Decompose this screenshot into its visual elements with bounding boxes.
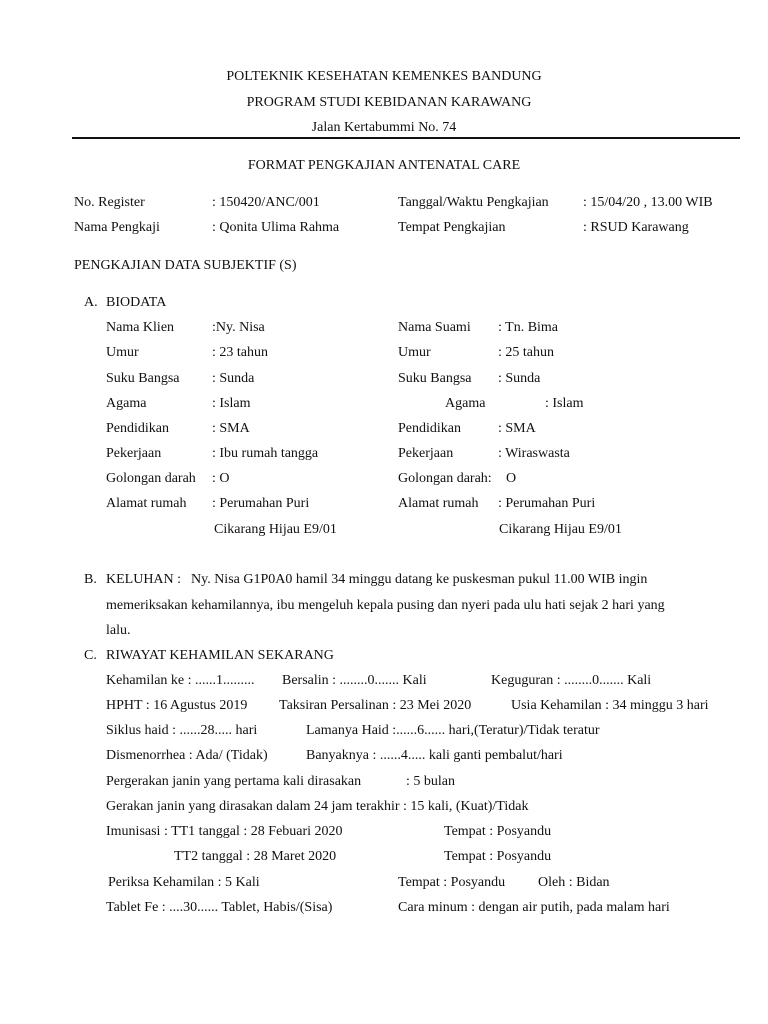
immunization-tt1: Imunisasi : TT1 tanggal : 28 Febuari 2020	[106, 824, 343, 839]
dysmenorrhea: Dismenorrhea : Ada/ (Tidak)	[106, 748, 268, 763]
husband-name-label: Nama Suami	[398, 320, 471, 335]
header-divider	[72, 137, 740, 139]
fe-tablet: Tablet Fe : ....30...... Tablet, Habis/(Sisa)	[106, 900, 333, 915]
complaint-line-1: Ny. Nisa G1P0A0 hamil 34 minggu datang ke puskesman pukul 11.00 WIB ingin	[191, 572, 648, 587]
gestational-age: Usia Kehamilan : 34 minggu 3 hari	[511, 698, 709, 713]
movement-24h: Gerakan janin yang dirasakan dalam 24 jam terakhir : 15 kali, (Kuat)/Tidak	[106, 799, 529, 814]
immunization-tt2: TT2 tanggal : 28 Maret 2020	[174, 849, 337, 864]
biodata-title: BIODATA	[106, 295, 167, 310]
husband-blood-value: O	[506, 471, 517, 486]
complaint-marker: B.	[84, 572, 97, 587]
husband-religion-value: : Islam	[545, 396, 584, 411]
husband-education-label: Pendidikan	[398, 421, 461, 436]
husband-ethnic-value: : Sunda	[498, 371, 541, 386]
husband-religion-label: Agama	[445, 396, 486, 411]
fe-method: Cara minum : dengan air putih, pada malam hari	[398, 900, 670, 915]
client-age-value: : 23 tahun	[212, 345, 268, 360]
complaint-label: KELUHAN :	[106, 572, 182, 587]
client-name-value: :Ny. Nisa	[212, 320, 265, 335]
immunization-tt1-place: Tempat : Posyandu	[444, 824, 552, 839]
examiner-label: Nama Pengkaji	[74, 220, 160, 235]
client-education-label: Pendidikan	[106, 421, 169, 436]
client-ethnic-label: Suku Bangsa	[106, 371, 180, 386]
client-blood-value: : O	[212, 471, 230, 486]
client-blood-label: Golongan darah	[106, 471, 196, 486]
client-religion-label: Agama	[106, 396, 147, 411]
miscarriages: Keguguran : ........0....... Kali	[491, 673, 652, 688]
place-value: : RSUD Karawang	[583, 220, 689, 235]
examiner-value: : Qonita Ulima Rahma	[212, 220, 340, 235]
first-movement: Pergerakan janin yang pertama kali dirasakan	[106, 774, 362, 789]
husband-address-value: : Perumahan Puri	[498, 496, 596, 511]
husband-job-label: Pekerjaan	[398, 446, 454, 461]
complaint-line-3: lalu.	[106, 623, 131, 638]
client-job-value: : Ibu rumah tangga	[212, 446, 319, 461]
client-job-label: Pekerjaan	[106, 446, 162, 461]
register-label: No. Register	[74, 195, 145, 210]
history-marker: C.	[84, 648, 97, 663]
biodata-marker: A.	[84, 295, 98, 310]
register-value: : 150420/ANC/001	[212, 195, 320, 210]
first-movement-value: : 5 bulan	[406, 774, 455, 789]
client-name-label: Nama Klien	[106, 320, 175, 335]
checkup-by: Oleh : Bidan	[538, 875, 610, 890]
due-date: Taksiran Persalinan : 23 Mei 2020	[279, 698, 472, 713]
husband-blood-label: Golongan darah:	[398, 471, 492, 486]
client-ethnic-value: : Sunda	[212, 371, 255, 386]
history-title: RIWAYAT KEHAMILAN SEKARANG	[106, 648, 334, 663]
client-address-line2: Cikarang Hijau E9/01	[214, 522, 337, 537]
section-title: PENGKAJIAN DATA SUBJEKTIF (S)	[74, 258, 297, 273]
pregnancy-count: Kehamilan ke : ......1.........	[106, 673, 255, 688]
institution-name: POLTEKNIK KESEHATAN KEMENKES BANDUNG	[226, 69, 542, 84]
husband-ethnic-label: Suku Bangsa	[398, 371, 472, 386]
husband-age-value: : 25 tahun	[498, 345, 554, 360]
husband-name-value: : Tn. Bima	[498, 320, 559, 335]
menstrual-cycle: Siklus haid : ......28..... hari	[106, 723, 258, 738]
husband-age-label: Umur	[398, 345, 431, 360]
hpht: HPHT : 16 Agustus 2019	[106, 698, 248, 713]
place-label: Tempat Pengkajian	[398, 220, 506, 235]
client-address-label: Alamat rumah	[106, 496, 187, 511]
births: Bersalin : ........0....... Kali	[282, 673, 427, 688]
client-address-value: : Perumahan Puri	[212, 496, 310, 511]
client-religion-value: : Islam	[212, 396, 251, 411]
date-value: : 15/04/20 , 13.00 WIB	[583, 195, 713, 210]
husband-job-value: : Wiraswasta	[498, 446, 570, 461]
client-education-value: : SMA	[212, 421, 250, 436]
menstrual-amount: Banyaknya : ......4..... kali ganti pembalut/hari	[306, 748, 563, 763]
checkup-place: Tempat : Posyandu	[398, 875, 506, 890]
date-label: Tanggal/Waktu Pengkajian	[398, 195, 549, 210]
checkup-count: Periksa Kehamilan : 5 Kali	[108, 875, 260, 890]
form-title: FORMAT PENGKAJIAN ANTENATAL CARE	[247, 158, 521, 173]
husband-address-label: Alamat rumah	[398, 496, 479, 511]
institution-address: Jalan Kertabummi No. 74	[311, 120, 457, 135]
client-age-label: Umur	[106, 345, 139, 360]
complaint-line-2: memeriksakan kehamilannya, ibu mengeluh kepala pusing dan nyeri pada ulu hati sejak 2 hari yang	[106, 598, 665, 613]
immunization-tt2-place: Tempat : Posyandu	[444, 849, 552, 864]
menstrual-duration: Lamanya Haid :......6...... hari,(Teratur)/Tidak teratur	[306, 723, 600, 738]
husband-address-line2: Cikarang Hijau E9/01	[499, 522, 622, 537]
husband-education-value: : SMA	[498, 421, 536, 436]
program-name: PROGRAM STUDI KEBIDANAN KARAWANG	[246, 95, 532, 110]
